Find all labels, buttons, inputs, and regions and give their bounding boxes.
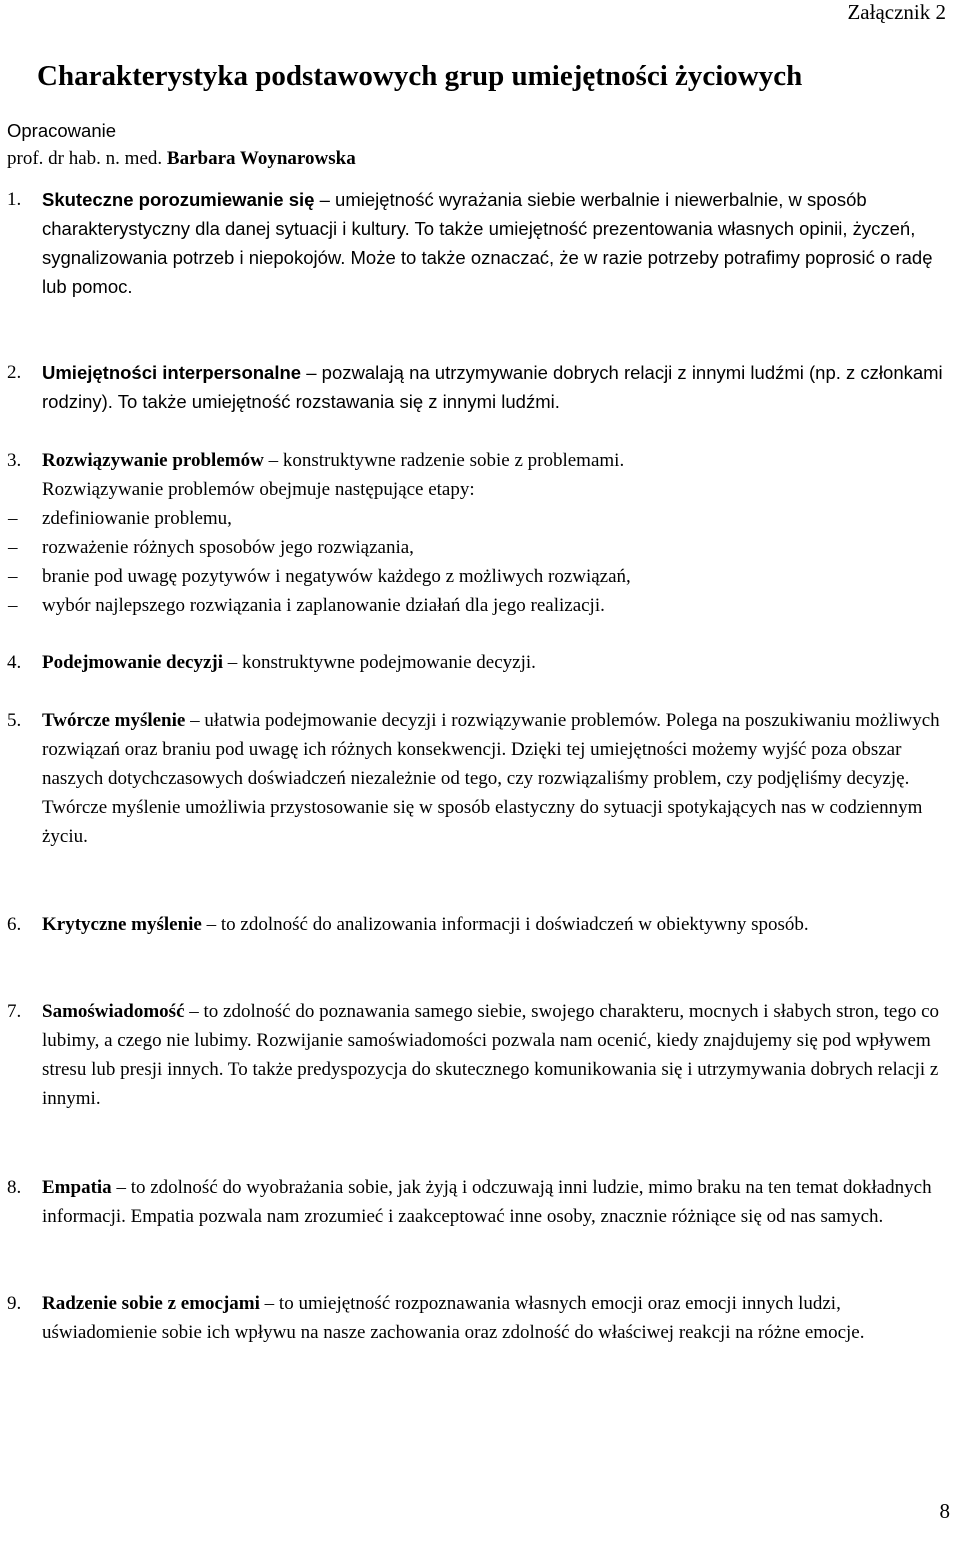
item-text: ułatwia podejmowanie decyzji i rozwiązywanie problemów. Polega na poszukiwaniu możliwych rozwiązań oraz braniu pod uwagę ich różnych konsekwencji. Dzięki tej umiejętności możemy wyjść poza obszar naszych dotychczasowych doświadczeń niezależnie od tego, czy rozwiązaliśmy problem, czy podjęliśmy decyzję. Twórcze myślenie umożliwia przystosowanie się w sposób elastyczny do sytuacji spotykających nas w codziennym życiu. xyxy=(42,710,940,847)
list-item-2 xyxy=(7,358,950,416)
attachment-label: Załącznik 2 xyxy=(847,0,946,24)
author-credentials xyxy=(7,145,356,173)
item-text: to zdolność do wyobrażania sobie, jak żyją i odczuwają inni ludzie, mimo braku na ten temat dokładnych informacji. Empatia pozwala nam zrozumieć i zaakceptować inne osoby, znacznie różniące się od nas samych. xyxy=(42,1177,932,1227)
item-text: konstruktywne radzenie sobie z problemami. xyxy=(282,450,625,471)
item-heading: Rozwiązywanie problemów xyxy=(42,450,264,471)
item-heading: Samoświadomość xyxy=(42,1001,185,1022)
item-body xyxy=(42,185,950,301)
step-text: branie pod uwagę pozytywów i negatywów każdego z możliwych rozwiązań, xyxy=(42,566,631,587)
page-number: 8 xyxy=(939,1499,950,1523)
item-text: pozwalają na utrzymywanie dobrych relacji z innymi ludźmi (np. z członkami rodziny). To także umiejętność rozstawania się z innymi ludźmi. xyxy=(42,362,943,412)
step-text: rozważenie różnych sposobów jego rozwiązania, xyxy=(42,537,414,558)
item-number: 8. xyxy=(7,1177,22,1198)
list-item-9 xyxy=(7,1289,950,1347)
list-item-1 xyxy=(7,185,950,301)
item-separator: – xyxy=(314,189,336,210)
item-body xyxy=(42,706,950,851)
item-separator: – xyxy=(222,652,242,673)
item-number: 3. xyxy=(7,450,22,471)
item-number: 9. xyxy=(7,1293,22,1314)
list-item xyxy=(8,591,950,620)
document-title: Charakterystyka podstawowych grup umiejętności życiowych xyxy=(37,60,803,92)
item-number: 7. xyxy=(7,1001,22,1022)
item-number: 1. xyxy=(7,189,22,210)
dash-bullet: – xyxy=(8,537,18,558)
item-heading: Empatia xyxy=(42,1177,112,1198)
item-text: to umiejętność rozpoznawania własnych emocji oraz emocji innych ludzi, uświadomienie sobie ich wpływu na nasze zachowania oraz zdolność do właściwej reakcji na różne emocje. xyxy=(42,1293,865,1343)
item-text: konstruktywne podejmowanie decyzji. xyxy=(241,652,536,673)
steps-intro: Rozwiązywanie problemów obejmuje następujące etapy: xyxy=(42,479,475,500)
item-body xyxy=(42,1289,950,1347)
item-number: 2. xyxy=(7,362,22,383)
item-separator: – xyxy=(201,914,221,935)
item-text: to zdolność do poznawania samego siebie, swojego charakteru, mocnych i słabych stron, tego co lubimy, a czego nie lubimy. Rozwijanie samoświadomości pozwala nam ocenić, kiedy znajdujemy się pod wpływem stresu lub presji innych. To także predyspozycja do skutecznego komunikowania się i utrzymywania dobrych relacji z innymi. xyxy=(42,1001,940,1109)
item-text: umiejętność wyrażania siebie werbalnie i niewerbalnie, w sposób charakterystyczny dla danej sytuacji i kultury. To także umiejętność prezentowania własnych opinii, życzeń, sygnalizowania potrzeb i niepokojów. Może to także oznaczać, że w razie potrzeby potrafimy poprosić o radę lub pomoc. xyxy=(42,189,933,297)
item-separator: – xyxy=(184,1001,204,1022)
author-title: prof. dr hab. n. med. xyxy=(7,148,163,169)
steps-list xyxy=(8,504,950,620)
item-heading: Podejmowanie decyzji xyxy=(42,652,223,673)
item-heading: Radzenie sobie z emocjami xyxy=(42,1293,260,1314)
item-separator: – xyxy=(259,1293,279,1314)
list-item xyxy=(8,562,950,591)
item-separator: – xyxy=(263,450,283,471)
item-number: 6. xyxy=(7,914,22,935)
item-heading: Skuteczne porozumiewanie się xyxy=(42,189,315,210)
list-item-3 xyxy=(7,446,950,620)
list-item-7 xyxy=(7,997,950,1113)
step-text: zdefiniowanie problemu, xyxy=(42,508,232,529)
item-heading: Umiejętności interpersonalne xyxy=(42,362,302,383)
item-body xyxy=(42,997,950,1113)
item-body xyxy=(42,910,950,939)
list-item-4 xyxy=(7,648,950,677)
item-separator: – xyxy=(185,710,205,731)
list-item xyxy=(8,533,950,562)
item-number: 4. xyxy=(7,652,22,673)
author-block xyxy=(7,117,356,173)
author-name: Barbara Woynarowska xyxy=(166,148,356,169)
list-item-6 xyxy=(7,910,950,939)
dash-bullet: – xyxy=(8,508,18,529)
list-item xyxy=(8,504,950,533)
author-label: Opracowanie xyxy=(7,120,117,141)
item-heading: Krytyczne myślenie xyxy=(42,914,202,935)
list-item-5 xyxy=(7,706,950,851)
item-body xyxy=(8,446,950,620)
dash-bullet: – xyxy=(8,566,18,587)
item-heading: Twórcze myślenie xyxy=(42,710,186,731)
item-separator: – xyxy=(111,1177,131,1198)
item-body xyxy=(42,1173,950,1231)
item-body xyxy=(42,648,950,677)
item-number: 5. xyxy=(7,710,22,731)
list-item-8 xyxy=(7,1173,950,1231)
item-text: to zdolność do analizowania informacji i doświadczeń w obiektywny sposób. xyxy=(220,914,809,935)
item-separator: – xyxy=(301,362,322,383)
item-body xyxy=(42,358,950,416)
step-text: wybór najlepszego rozwiązania i zaplanowanie działań dla jego realizacji. xyxy=(42,595,605,616)
dash-bullet: – xyxy=(8,595,18,616)
